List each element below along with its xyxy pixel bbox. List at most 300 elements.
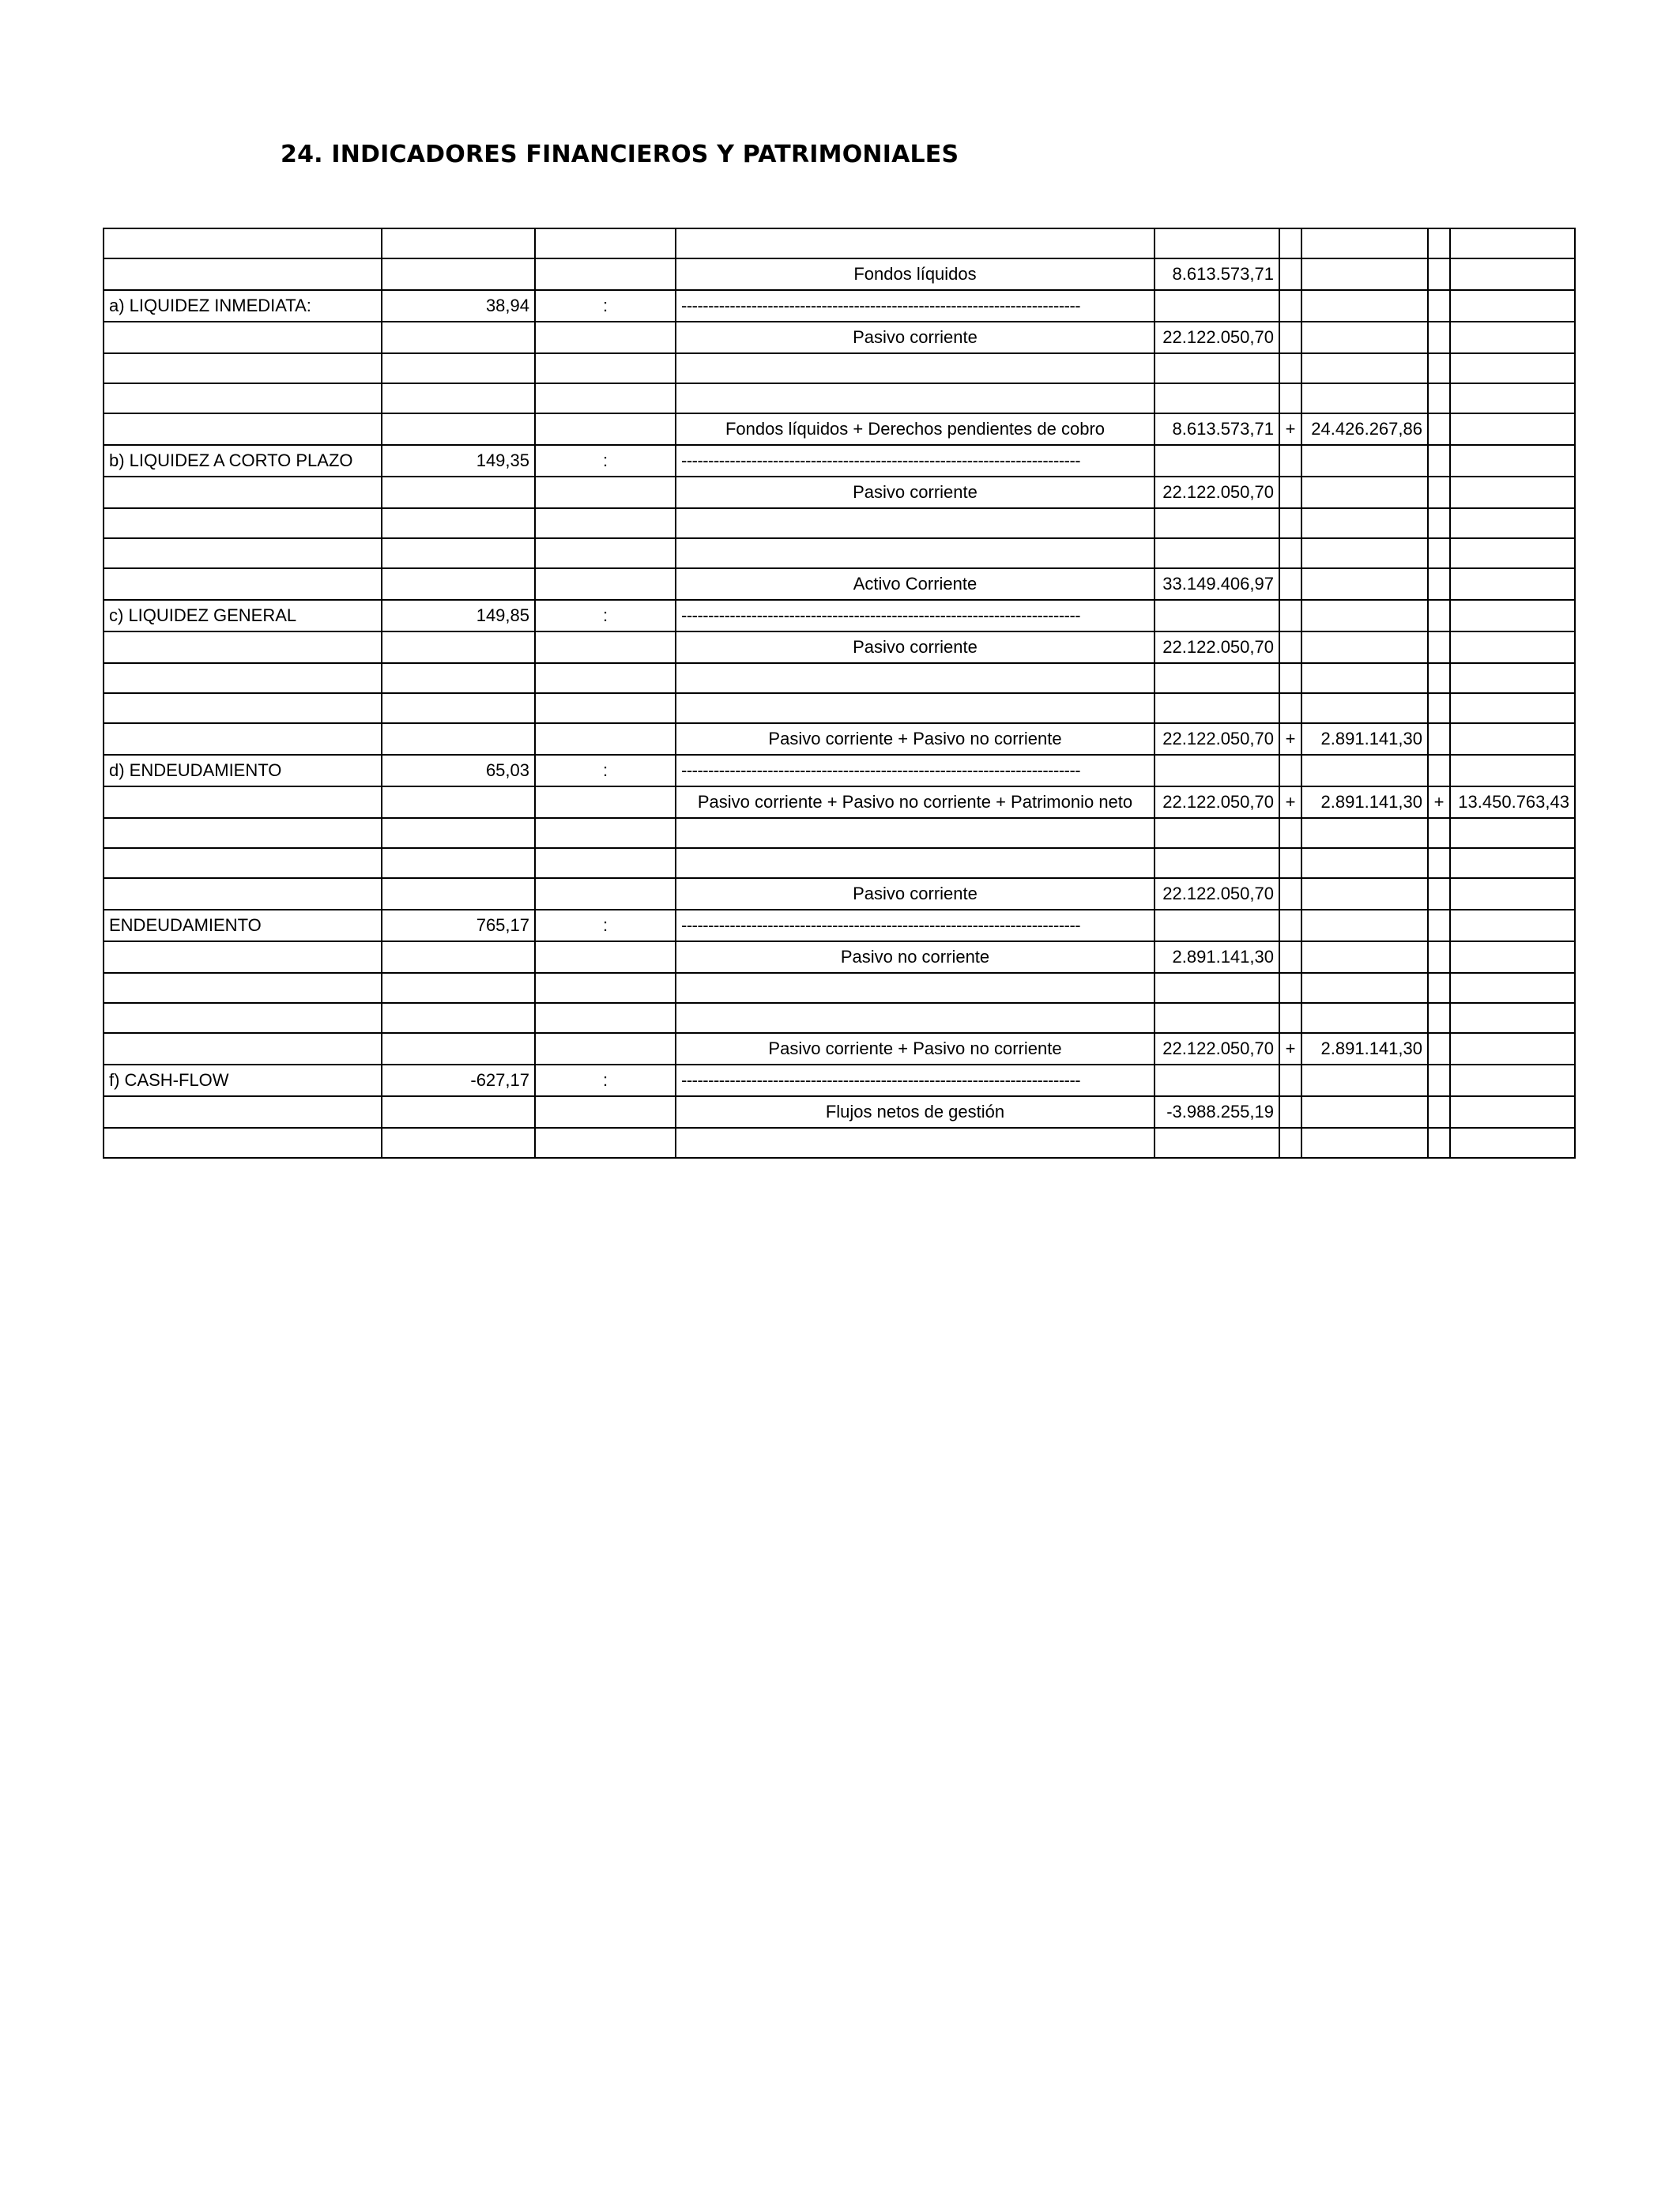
amount-1-cell	[1155, 383, 1279, 413]
amount-1-cell	[1155, 445, 1279, 477]
colon-separator-cell: :	[535, 910, 676, 941]
amount-2-cell: 24.426.267,86	[1301, 413, 1428, 445]
indicator-label-cell	[104, 1128, 382, 1158]
amount-2-cell	[1301, 568, 1428, 600]
operator-1-cell	[1279, 258, 1301, 290]
amount-1-cell	[1155, 538, 1279, 568]
indicator-value-cell	[382, 508, 535, 538]
indicator-label-cell	[104, 878, 382, 910]
operator-1-cell	[1279, 445, 1301, 477]
indicator-value-cell	[382, 973, 535, 1003]
amount-3-cell	[1450, 538, 1575, 568]
operator-2-cell	[1428, 383, 1450, 413]
amount-1-cell	[1155, 693, 1279, 723]
formula-text-cell	[676, 383, 1155, 413]
amount-2-cell	[1301, 818, 1428, 848]
table-row	[104, 258, 1575, 290]
table-row	[104, 1096, 1575, 1128]
indicator-label-cell	[104, 693, 382, 723]
operator-2-cell	[1428, 445, 1450, 477]
indicator-value-cell	[382, 848, 535, 878]
amount-2-cell	[1301, 848, 1428, 878]
formula-text-cell: Fondos líquidos + Derechos pendientes de cobro	[676, 413, 1155, 445]
formula-text-cell	[676, 508, 1155, 538]
operator-1-cell	[1279, 290, 1301, 322]
amount-1-cell	[1155, 228, 1279, 258]
indicator-label-cell	[104, 322, 382, 353]
operator-2-cell	[1428, 910, 1450, 941]
amount-3-cell	[1450, 413, 1575, 445]
indicator-value-cell	[382, 322, 535, 353]
colon-separator-cell	[535, 477, 676, 508]
table-row	[104, 973, 1575, 1003]
table-row	[104, 383, 1575, 413]
indicator-value-cell	[382, 383, 535, 413]
operator-2-cell	[1428, 508, 1450, 538]
indicator-label-cell	[104, 663, 382, 693]
amount-2-cell	[1301, 508, 1428, 538]
indicator-value-cell: 38,94	[382, 290, 535, 322]
operator-1-cell	[1279, 973, 1301, 1003]
operator-1-cell: +	[1279, 723, 1301, 755]
operator-1-cell: +	[1279, 413, 1301, 445]
indicator-label-cell	[104, 353, 382, 383]
formula-text-cell: Pasivo corriente	[676, 878, 1155, 910]
amount-3-cell	[1450, 941, 1575, 973]
amount-1-cell: 22.122.050,70	[1155, 477, 1279, 508]
colon-separator-cell	[535, 413, 676, 445]
table-row	[104, 290, 1575, 322]
colon-separator-cell: :	[535, 755, 676, 786]
amount-2-cell	[1301, 445, 1428, 477]
colon-separator-cell	[535, 568, 676, 600]
amount-3-cell	[1450, 508, 1575, 538]
table-row	[104, 353, 1575, 383]
operator-2-cell	[1428, 693, 1450, 723]
operator-1-cell: +	[1279, 1033, 1301, 1065]
indicator-value-cell	[382, 723, 535, 755]
amount-2-cell	[1301, 663, 1428, 693]
page-title: 24. INDICADORES FINANCIEROS Y PATRIMONIALES	[281, 141, 959, 168]
amount-3-cell	[1450, 290, 1575, 322]
table-row	[104, 322, 1575, 353]
operator-2-cell	[1428, 755, 1450, 786]
amount-3-cell	[1450, 848, 1575, 878]
table-row	[104, 1065, 1575, 1096]
table-body	[104, 228, 1575, 1158]
operator-2-cell	[1428, 878, 1450, 910]
operator-1-cell	[1279, 818, 1301, 848]
amount-2-cell	[1301, 322, 1428, 353]
formula-text-cell: Pasivo corriente	[676, 322, 1155, 353]
table-row	[104, 755, 1575, 786]
colon-separator-cell	[535, 663, 676, 693]
formula-text-cell: Pasivo corriente	[676, 631, 1155, 663]
table-row	[104, 568, 1575, 600]
table-row	[104, 228, 1575, 258]
indicator-value-cell: 149,35	[382, 445, 535, 477]
indicator-label-cell	[104, 1003, 382, 1033]
amount-2-cell	[1301, 600, 1428, 631]
amount-1-cell	[1155, 290, 1279, 322]
indicator-label-cell	[104, 723, 382, 755]
colon-separator-cell	[535, 1096, 676, 1128]
amount-1-cell	[1155, 508, 1279, 538]
formula-text-cell	[676, 663, 1155, 693]
colon-separator-cell	[535, 723, 676, 755]
colon-separator-cell	[535, 693, 676, 723]
formula-text-cell	[676, 353, 1155, 383]
indicator-label-cell: ENDEUDAMIENTO	[104, 910, 382, 941]
amount-2-cell	[1301, 973, 1428, 1003]
indicator-value-cell: 149,85	[382, 600, 535, 631]
amount-3-cell	[1450, 755, 1575, 786]
operator-2-cell	[1428, 413, 1450, 445]
indicator-value-cell	[382, 568, 535, 600]
amount-3-cell: 13.450.763,43	[1450, 786, 1575, 818]
amount-2-cell	[1301, 631, 1428, 663]
amount-2-cell	[1301, 878, 1428, 910]
indicator-label-cell	[104, 477, 382, 508]
formula-text-cell: Activo Corriente	[676, 568, 1155, 600]
indicator-value-cell	[382, 1003, 535, 1033]
formula-text-cell	[676, 1003, 1155, 1033]
indicator-label-cell	[104, 508, 382, 538]
amount-3-cell	[1450, 228, 1575, 258]
indicator-label-cell	[104, 786, 382, 818]
amount-3-cell	[1450, 568, 1575, 600]
amount-1-cell: -3.988.255,19	[1155, 1096, 1279, 1128]
operator-2-cell	[1428, 848, 1450, 878]
table-row	[104, 477, 1575, 508]
amount-2-cell	[1301, 383, 1428, 413]
colon-separator-cell	[535, 258, 676, 290]
table-row	[104, 538, 1575, 568]
operator-2-cell	[1428, 353, 1450, 383]
colon-separator-cell	[535, 818, 676, 848]
table-row	[104, 1003, 1575, 1033]
indicator-label-cell	[104, 941, 382, 973]
formula-text-cell: --------------------------------------------------------------------------	[676, 755, 1155, 786]
amount-2-cell	[1301, 755, 1428, 786]
amount-2-cell: 2.891.141,30	[1301, 1033, 1428, 1065]
indicator-value-cell	[382, 353, 535, 383]
amount-3-cell	[1450, 322, 1575, 353]
amount-2-cell: 2.891.141,30	[1301, 786, 1428, 818]
operator-1-cell	[1279, 353, 1301, 383]
amount-3-cell	[1450, 353, 1575, 383]
amount-1-cell: 8.613.573,71	[1155, 258, 1279, 290]
table-row	[104, 663, 1575, 693]
amount-3-cell	[1450, 973, 1575, 1003]
formula-text-cell: Pasivo corriente + Pasivo no corriente	[676, 723, 1155, 755]
table-row	[104, 508, 1575, 538]
formula-text-cell: --------------------------------------------------------------------------	[676, 445, 1155, 477]
operator-2-cell	[1428, 538, 1450, 568]
amount-1-cell: 22.122.050,70	[1155, 1033, 1279, 1065]
amount-2-cell	[1301, 477, 1428, 508]
operator-1-cell	[1279, 941, 1301, 973]
amount-3-cell	[1450, 1033, 1575, 1065]
indicator-value-cell: 65,03	[382, 755, 535, 786]
amount-1-cell: 22.122.050,70	[1155, 322, 1279, 353]
operator-2-cell	[1428, 1096, 1450, 1128]
amount-1-cell	[1155, 910, 1279, 941]
amount-1-cell: 22.122.050,70	[1155, 723, 1279, 755]
amount-1-cell	[1155, 353, 1279, 383]
amount-3-cell	[1450, 1096, 1575, 1128]
operator-1-cell	[1279, 693, 1301, 723]
operator-1-cell	[1279, 538, 1301, 568]
table-row	[104, 818, 1575, 848]
amount-1-cell	[1155, 663, 1279, 693]
indicator-value-cell	[382, 1033, 535, 1065]
operator-1-cell	[1279, 1096, 1301, 1128]
operator-1-cell	[1279, 477, 1301, 508]
amount-3-cell	[1450, 818, 1575, 848]
operator-1-cell	[1279, 663, 1301, 693]
amount-3-cell	[1450, 723, 1575, 755]
indicator-value-cell	[382, 228, 535, 258]
operator-1-cell	[1279, 1128, 1301, 1158]
operator-1-cell	[1279, 631, 1301, 663]
indicator-value-cell	[382, 786, 535, 818]
amount-1-cell	[1155, 755, 1279, 786]
indicator-value-cell	[382, 693, 535, 723]
indicator-label-cell: b) LIQUIDEZ A CORTO PLAZO	[104, 445, 382, 477]
colon-separator-cell	[535, 941, 676, 973]
indicator-label-cell: a) LIQUIDEZ INMEDIATA:	[104, 290, 382, 322]
operator-2-cell	[1428, 600, 1450, 631]
financial-indicators-table	[103, 228, 1576, 1159]
indicator-label-cell: d) ENDEUDAMIENTO	[104, 755, 382, 786]
colon-separator-cell	[535, 1128, 676, 1158]
formula-text-cell: Fondos líquidos	[676, 258, 1155, 290]
table-row	[104, 878, 1575, 910]
operator-1-cell: +	[1279, 786, 1301, 818]
amount-1-cell	[1155, 973, 1279, 1003]
operator-1-cell	[1279, 1065, 1301, 1096]
formula-text-cell: --------------------------------------------------------------------------	[676, 600, 1155, 631]
operator-2-cell	[1428, 1033, 1450, 1065]
colon-separator-cell	[535, 1003, 676, 1033]
colon-separator-cell	[535, 228, 676, 258]
amount-2-cell: 2.891.141,30	[1301, 723, 1428, 755]
formula-text-cell: Pasivo corriente + Pasivo no corriente	[676, 1033, 1155, 1065]
colon-separator-cell: :	[535, 290, 676, 322]
operator-2-cell	[1428, 477, 1450, 508]
amount-1-cell: 22.122.050,70	[1155, 631, 1279, 663]
amount-3-cell	[1450, 1003, 1575, 1033]
amount-3-cell	[1450, 910, 1575, 941]
amount-1-cell: 33.149.406,97	[1155, 568, 1279, 600]
indicator-value-cell	[382, 1128, 535, 1158]
table-row	[104, 413, 1575, 445]
indicator-label-cell	[104, 1096, 382, 1128]
indicator-label-cell	[104, 568, 382, 600]
operator-1-cell	[1279, 848, 1301, 878]
indicator-value-cell	[382, 663, 535, 693]
amount-2-cell	[1301, 228, 1428, 258]
amount-2-cell	[1301, 258, 1428, 290]
operator-2-cell	[1428, 568, 1450, 600]
indicator-value-cell	[382, 477, 535, 508]
amount-1-cell: 22.122.050,70	[1155, 878, 1279, 910]
amount-2-cell	[1301, 1065, 1428, 1096]
indicator-label-cell	[104, 1033, 382, 1065]
colon-separator-cell	[535, 848, 676, 878]
operator-2-cell	[1428, 1003, 1450, 1033]
colon-separator-cell: :	[535, 445, 676, 477]
table-row	[104, 445, 1575, 477]
amount-1-cell	[1155, 848, 1279, 878]
operator-2-cell	[1428, 973, 1450, 1003]
indicator-label-cell	[104, 818, 382, 848]
indicator-value-cell: 765,17	[382, 910, 535, 941]
amount-2-cell	[1301, 538, 1428, 568]
indicator-value-cell	[382, 818, 535, 848]
amount-3-cell	[1450, 1128, 1575, 1158]
amount-1-cell	[1155, 1003, 1279, 1033]
operator-2-cell	[1428, 228, 1450, 258]
amount-1-cell	[1155, 600, 1279, 631]
formula-text-cell: Pasivo corriente	[676, 477, 1155, 508]
table-row	[104, 723, 1575, 755]
indicator-label-cell	[104, 258, 382, 290]
amount-2-cell	[1301, 910, 1428, 941]
table-row	[104, 1033, 1575, 1065]
amount-3-cell	[1450, 631, 1575, 663]
formula-text-cell	[676, 228, 1155, 258]
operator-2-cell	[1428, 941, 1450, 973]
indicator-label-cell: f) CASH-FLOW	[104, 1065, 382, 1096]
amount-3-cell	[1450, 1065, 1575, 1096]
formula-text-cell: --------------------------------------------------------------------------	[676, 1065, 1155, 1096]
operator-1-cell	[1279, 1003, 1301, 1033]
operator-1-cell	[1279, 228, 1301, 258]
table-row	[104, 786, 1575, 818]
indicator-value-cell: -627,17	[382, 1065, 535, 1096]
formula-text-cell	[676, 1128, 1155, 1158]
operator-2-cell	[1428, 818, 1450, 848]
colon-separator-cell	[535, 786, 676, 818]
table-row	[104, 693, 1575, 723]
amount-2-cell	[1301, 693, 1428, 723]
indicator-label-cell	[104, 538, 382, 568]
amount-3-cell	[1450, 693, 1575, 723]
operator-2-cell	[1428, 663, 1450, 693]
amount-3-cell	[1450, 258, 1575, 290]
operator-1-cell	[1279, 910, 1301, 941]
operator-2-cell	[1428, 631, 1450, 663]
indicator-value-cell	[382, 941, 535, 973]
amount-3-cell	[1450, 663, 1575, 693]
table-row	[104, 600, 1575, 631]
indicator-label-cell	[104, 383, 382, 413]
operator-1-cell	[1279, 755, 1301, 786]
indicator-label-cell	[104, 413, 382, 445]
operator-2-cell	[1428, 290, 1450, 322]
amount-1-cell: 22.122.050,70	[1155, 786, 1279, 818]
table-row	[104, 631, 1575, 663]
amount-2-cell	[1301, 290, 1428, 322]
operator-2-cell	[1428, 1128, 1450, 1158]
amount-3-cell	[1450, 383, 1575, 413]
indicator-label-cell	[104, 973, 382, 1003]
amount-1-cell: 2.891.141,30	[1155, 941, 1279, 973]
operator-1-cell	[1279, 600, 1301, 631]
amount-3-cell	[1450, 477, 1575, 508]
formula-text-cell	[676, 538, 1155, 568]
colon-separator-cell: :	[535, 600, 676, 631]
amount-3-cell	[1450, 445, 1575, 477]
colon-separator-cell	[535, 1033, 676, 1065]
formula-text-cell: Pasivo no corriente	[676, 941, 1155, 973]
indicator-value-cell	[382, 413, 535, 445]
table-row	[104, 941, 1575, 973]
amount-2-cell	[1301, 1003, 1428, 1033]
indicator-label-cell	[104, 631, 382, 663]
indicator-label-cell: c) LIQUIDEZ GENERAL	[104, 600, 382, 631]
formula-text-cell: --------------------------------------------------------------------------	[676, 910, 1155, 941]
indicator-value-cell	[382, 1096, 535, 1128]
amount-1-cell: 8.613.573,71	[1155, 413, 1279, 445]
table-row	[104, 848, 1575, 878]
operator-2-cell	[1428, 258, 1450, 290]
amount-3-cell	[1450, 878, 1575, 910]
colon-separator-cell: :	[535, 1065, 676, 1096]
operator-1-cell	[1279, 508, 1301, 538]
amount-2-cell	[1301, 941, 1428, 973]
formula-text-cell: Flujos netos de gestión	[676, 1096, 1155, 1128]
colon-separator-cell	[535, 508, 676, 538]
indicator-value-cell	[382, 538, 535, 568]
operator-2-cell	[1428, 1065, 1450, 1096]
formula-text-cell	[676, 693, 1155, 723]
formula-text-cell	[676, 818, 1155, 848]
colon-separator-cell	[535, 353, 676, 383]
colon-separator-cell	[535, 878, 676, 910]
amount-2-cell	[1301, 1096, 1428, 1128]
indicator-value-cell	[382, 878, 535, 910]
formula-text-cell	[676, 848, 1155, 878]
amount-2-cell	[1301, 353, 1428, 383]
colon-separator-cell	[535, 538, 676, 568]
indicator-label-cell	[104, 848, 382, 878]
operator-2-cell: +	[1428, 786, 1450, 818]
operator-1-cell	[1279, 568, 1301, 600]
colon-separator-cell	[535, 973, 676, 1003]
operator-1-cell	[1279, 383, 1301, 413]
amount-2-cell	[1301, 1128, 1428, 1158]
table-row	[104, 910, 1575, 941]
indicator-value-cell	[382, 631, 535, 663]
amount-1-cell	[1155, 1128, 1279, 1158]
colon-separator-cell	[535, 631, 676, 663]
amount-3-cell	[1450, 600, 1575, 631]
operator-1-cell	[1279, 322, 1301, 353]
amount-1-cell	[1155, 818, 1279, 848]
operator-2-cell	[1428, 322, 1450, 353]
operator-2-cell	[1428, 723, 1450, 755]
formula-text-cell: Pasivo corriente + Pasivo no corriente + Patrimonio neto	[676, 786, 1155, 818]
amount-1-cell	[1155, 1065, 1279, 1096]
colon-separator-cell	[535, 383, 676, 413]
colon-separator-cell	[535, 322, 676, 353]
formula-text-cell: --------------------------------------------------------------------------	[676, 290, 1155, 322]
indicator-label-cell	[104, 228, 382, 258]
indicator-value-cell	[382, 258, 535, 290]
